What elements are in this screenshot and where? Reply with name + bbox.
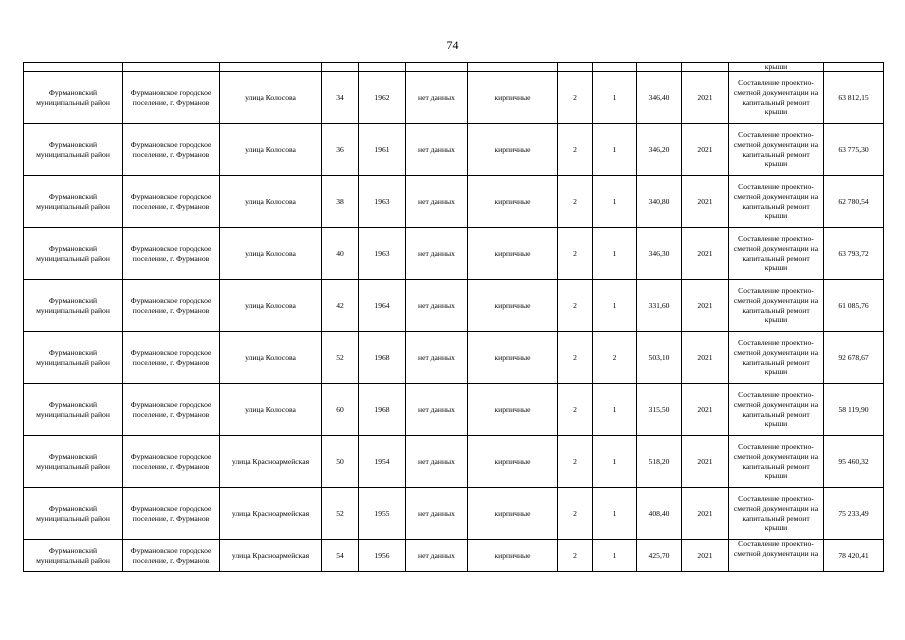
cell-year: 1968 — [359, 332, 406, 384]
cell-year: 1954 — [359, 436, 406, 488]
cell-house: 36 — [322, 124, 359, 176]
cell-house: 60 — [322, 384, 359, 436]
cell-material — [468, 63, 558, 72]
cell-street: улица Колосова — [220, 72, 322, 124]
table-row — [24, 384, 884, 436]
cell-floors: 2 — [558, 176, 593, 228]
cell-cost: 58 119,90 — [824, 384, 884, 436]
cell-plan-year: 2021 — [682, 228, 729, 280]
cell-year: 1961 — [359, 124, 406, 176]
cell-year: 1955 — [359, 488, 406, 540]
table-row — [24, 436, 884, 488]
table-row — [24, 280, 884, 332]
cell-status: нет данных — [406, 436, 468, 488]
cell-material: кирпичные — [468, 436, 558, 488]
cell-work: Составление проектно-сметной документации на капитальный ремонт крыши — [729, 332, 824, 384]
cell-material: кирпичные — [468, 124, 558, 176]
table-row — [24, 176, 884, 228]
cell-district: Фурмановский муниципальный район — [24, 280, 123, 332]
cell-cost: 78 420,41 — [824, 540, 884, 572]
cell-floors: 2 — [558, 72, 593, 124]
cell-year: 1964 — [359, 280, 406, 332]
cell-year: 1963 — [359, 228, 406, 280]
cell-material: кирпичные — [468, 72, 558, 124]
cell-street: улица Красноармейская — [220, 436, 322, 488]
cell-year: 1962 — [359, 72, 406, 124]
cell-district: Фурмановский муниципальный район — [24, 72, 123, 124]
cell-house: 42 — [322, 280, 359, 332]
table-row — [24, 228, 884, 280]
cell-work: Составление проектно-сметной документации на капитальный ремонт крыши — [729, 436, 824, 488]
cell-work: Составление проектно-сметной документации на капитальный ремонт крыши — [729, 384, 824, 436]
cell-plan-year: 2021 — [682, 436, 729, 488]
cell-floors: 2 — [558, 280, 593, 332]
table-row — [24, 540, 884, 572]
cell-floors: 2 — [558, 228, 593, 280]
cell-work — [729, 540, 824, 572]
cell-street: улица Колосова — [220, 384, 322, 436]
cell-house: 52 — [322, 488, 359, 540]
cell-work: крыши — [729, 63, 824, 72]
cell-status — [406, 63, 468, 72]
cell-floors — [558, 63, 593, 72]
cell-area: 346,20 — [637, 124, 682, 176]
cell-settlement: Фурмановское городское поселение, г. Фурманов — [123, 280, 220, 332]
cell-street: улица Колосова — [220, 124, 322, 176]
cell-cost — [824, 63, 884, 72]
page-number: 74 — [446, 38, 459, 52]
table-row — [24, 332, 884, 384]
cell-year: 1956 — [359, 540, 406, 572]
cell-cost: 63 793,72 — [824, 228, 884, 280]
cell-cost: 63 775,30 — [824, 124, 884, 176]
cell-settlement: Фурмановское городское поселение, г. Фурманов — [123, 228, 220, 280]
cell-house — [322, 63, 359, 72]
cell-work-text: Составление проектно-сметной документации на — [733, 539, 819, 558]
cell-work: Составление проектно-сметной документации на капитальный ремонт крыши — [729, 72, 824, 124]
cell-status: нет данных — [406, 280, 468, 332]
cell-work: Составление проектно-сметной документации на капитальный ремонт крыши — [729, 124, 824, 176]
cell-floors: 2 — [558, 540, 593, 572]
cell-district — [24, 63, 123, 72]
cell-plan-year: 2021 — [682, 280, 729, 332]
cell-area: 340,80 — [637, 176, 682, 228]
cell-cost: 95 460,32 — [824, 436, 884, 488]
cell-plan-year: 2021 — [682, 124, 729, 176]
cell-material: кирпичные — [468, 488, 558, 540]
cell-district: Фурмановский муниципальный район — [24, 332, 123, 384]
cell-district: Фурмановский муниципальный район — [24, 540, 123, 572]
cell-district: Фурмановский муниципальный район — [24, 384, 123, 436]
cell-plan-year: 2021 — [682, 176, 729, 228]
cell-plan-year: 2021 — [682, 540, 729, 572]
cell-house: 40 — [322, 228, 359, 280]
table-row — [24, 124, 884, 176]
cell-street: улица Колосова — [220, 176, 322, 228]
cell-cost: 62 780,54 — [824, 176, 884, 228]
cell-work: Составление проектно-сметной документации на капитальный ремонт крыши — [729, 280, 824, 332]
cell-status: нет данных — [406, 540, 468, 572]
cell-cost: 92 678,67 — [824, 332, 884, 384]
cell-settlement: Фурмановское городское поселение, г. Фурманов — [123, 72, 220, 124]
cell-entrances — [593, 63, 637, 72]
cell-area — [637, 63, 682, 72]
cell-street: улица Красноармейская — [220, 488, 322, 540]
table-body — [24, 63, 884, 572]
cell-plan-year: 2021 — [682, 384, 729, 436]
table-row — [24, 72, 884, 124]
cell-area: 518,20 — [637, 436, 682, 488]
table-row-continued — [24, 63, 884, 72]
cell-settlement: Фурмановское городское поселение, г. Фурманов — [123, 436, 220, 488]
cell-material: кирпичные — [468, 228, 558, 280]
cell-house: 52 — [322, 332, 359, 384]
cell-material: кирпичные — [468, 384, 558, 436]
cell-work: Составление проектно-сметной документации на капитальный ремонт крыши — [729, 228, 824, 280]
cell-work: Составление проектно-сметной документации на капитальный ремонт крыши — [729, 488, 824, 540]
cell-area: 346,30 — [637, 228, 682, 280]
cell-area: 346,40 — [637, 72, 682, 124]
cell-status: нет данных — [406, 72, 468, 124]
cell-settlement: Фурмановское городское поселение, г. Фурманов — [123, 384, 220, 436]
cell-area: 331,60 — [637, 280, 682, 332]
cell-status: нет данных — [406, 228, 468, 280]
cell-material: кирпичные — [468, 176, 558, 228]
cell-plan-year: 2021 — [682, 332, 729, 384]
cell-floors: 2 — [558, 332, 593, 384]
cell-settlement: Фурмановское городское поселение, г. Фурманов — [123, 488, 220, 540]
cell-year: 1968 — [359, 384, 406, 436]
cell-work: Составление проектно-сметной документации на капитальный ремонт крыши — [729, 176, 824, 228]
cell-status: нет данных — [406, 384, 468, 436]
cell-area: 503,10 — [637, 332, 682, 384]
cell-street — [220, 63, 322, 72]
cell-house: 50 — [322, 436, 359, 488]
cell-plan-year — [682, 63, 729, 72]
cell-area: 425,70 — [637, 540, 682, 572]
cell-street: улица Колосова — [220, 280, 322, 332]
cell-street: улица Колосова — [220, 332, 322, 384]
cell-year — [359, 63, 406, 72]
cell-floors: 2 — [558, 488, 593, 540]
cell-entrances: 1 — [593, 176, 637, 228]
cell-settlement: Фурмановское городское поселение, г. Фурманов — [123, 332, 220, 384]
cell-floors: 2 — [558, 436, 593, 488]
cell-street: улица Колосова — [220, 228, 322, 280]
cell-entrances: 1 — [593, 488, 637, 540]
cell-entrances: 1 — [593, 540, 637, 572]
cell-entrances: 1 — [593, 124, 637, 176]
cell-plan-year: 2021 — [682, 488, 729, 540]
cell-plan-year: 2021 — [682, 72, 729, 124]
cell-entrances: 1 — [593, 436, 637, 488]
cell-settlement: Фурмановское городское поселение, г. Фурманов — [123, 176, 220, 228]
cell-street: улица Красноармейская — [220, 540, 322, 572]
cell-settlement: Фурмановское городское поселение, г. Фурманов — [123, 540, 220, 572]
cell-entrances: 1 — [593, 384, 637, 436]
cell-cost: 61 085,76 — [824, 280, 884, 332]
cell-status: нет данных — [406, 124, 468, 176]
cell-cost: 75 233,49 — [824, 488, 884, 540]
cell-material: кирпичные — [468, 332, 558, 384]
cell-district: Фурмановский муниципальный район — [24, 228, 123, 280]
cell-status: нет данных — [406, 488, 468, 540]
cell-settlement — [123, 63, 220, 72]
cell-cost: 63 812,15 — [824, 72, 884, 124]
cell-floors: 2 — [558, 384, 593, 436]
cell-area: 315,50 — [637, 384, 682, 436]
cell-year: 1963 — [359, 176, 406, 228]
cell-house: 34 — [322, 72, 359, 124]
cell-district: Фурмановский муниципальный район — [24, 436, 123, 488]
cell-house: 54 — [322, 540, 359, 572]
cell-house: 38 — [322, 176, 359, 228]
cell-material: кирпичные — [468, 280, 558, 332]
cell-entrances: 1 — [593, 228, 637, 280]
cell-status: нет данных — [406, 332, 468, 384]
cell-entrances: 1 — [593, 280, 637, 332]
cell-area: 408,40 — [637, 488, 682, 540]
cell-settlement: Фурмановское городское поселение, г. Фурманов — [123, 124, 220, 176]
repair-plan-table — [23, 62, 884, 572]
cell-status: нет данных — [406, 176, 468, 228]
cell-district: Фурмановский муниципальный район — [24, 176, 123, 228]
table-row — [24, 488, 884, 540]
cell-district: Фурмановский муниципальный район — [24, 488, 123, 540]
cell-district: Фурмановский муниципальный район — [24, 124, 123, 176]
cell-floors: 2 — [558, 124, 593, 176]
cell-entrances: 1 — [593, 72, 637, 124]
cell-material: кирпичные — [468, 540, 558, 572]
cell-entrances: 2 — [593, 332, 637, 384]
